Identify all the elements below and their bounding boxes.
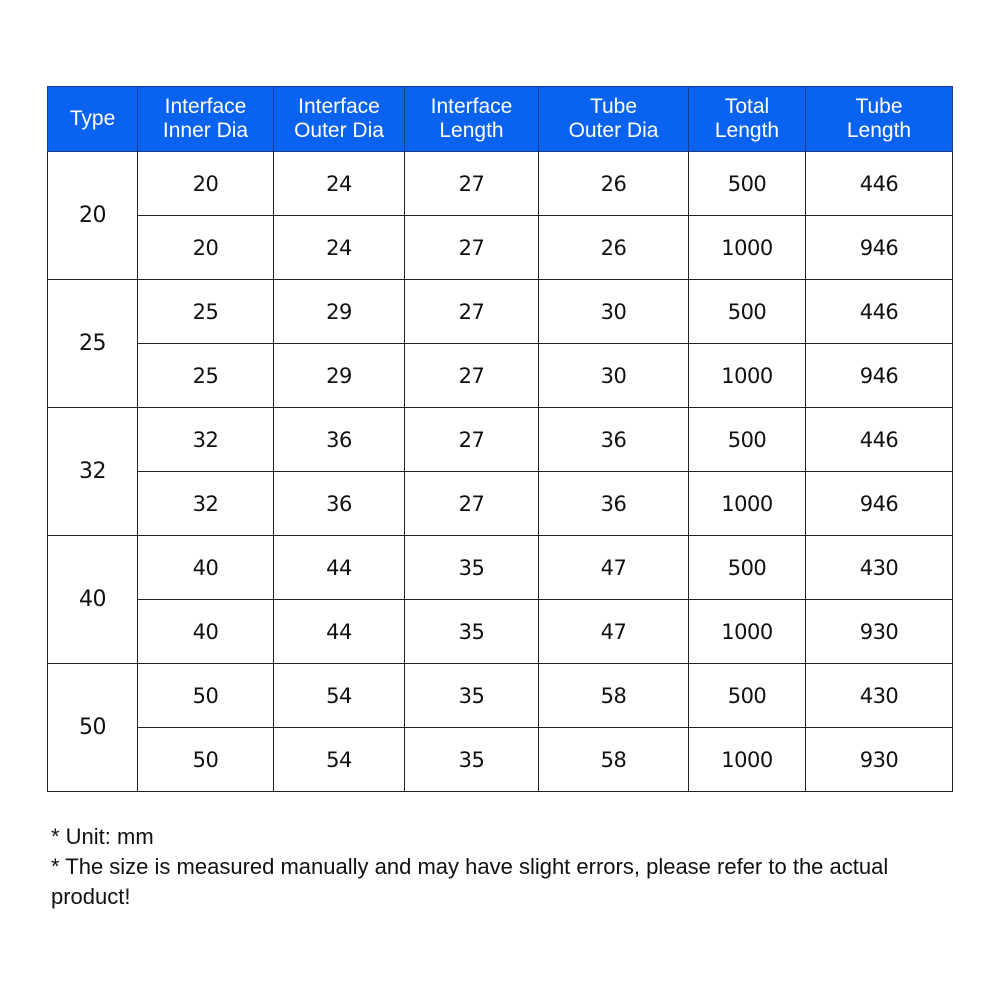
- value-cell: 500: [689, 664, 806, 728]
- header-total-length: Total Length: [689, 87, 806, 152]
- value-cell: 25: [138, 344, 274, 408]
- value-cell: 500: [689, 280, 806, 344]
- header-row: [48, 87, 953, 152]
- value-cell: 50: [138, 664, 274, 728]
- value-cell: 58: [539, 728, 689, 792]
- disclaimer-note: * The size is measured manually and may have slight errors, please refer to the actual product!: [51, 854, 889, 909]
- value-cell: 1000: [689, 600, 806, 664]
- table-row: [48, 664, 953, 728]
- type-cell: 32: [48, 408, 138, 536]
- header-interface-length: Interface Length: [405, 87, 539, 152]
- type-cell: 40: [48, 536, 138, 664]
- footnotes: [51, 822, 951, 912]
- value-cell: 930: [806, 600, 953, 664]
- value-cell: 47: [539, 600, 689, 664]
- value-cell: 27: [405, 472, 539, 536]
- value-cell: 35: [405, 600, 539, 664]
- value-cell: 946: [806, 216, 953, 280]
- header-interface-inner-dia: Interface Inner Dia: [138, 87, 274, 152]
- value-cell: 20: [138, 216, 274, 280]
- value-cell: 430: [806, 536, 953, 600]
- size-spec-table: [47, 86, 953, 792]
- value-cell: 25: [138, 280, 274, 344]
- header-tube-length: Tube Length: [806, 87, 953, 152]
- table-row: [48, 280, 953, 344]
- value-cell: 40: [138, 600, 274, 664]
- value-cell: 27: [405, 216, 539, 280]
- value-cell: 35: [405, 728, 539, 792]
- value-cell: 1000: [689, 472, 806, 536]
- header-interface-outer-dia: Interface Outer Dia: [274, 87, 405, 152]
- value-cell: 47: [539, 536, 689, 600]
- value-cell: 20: [138, 152, 274, 216]
- value-cell: 35: [405, 664, 539, 728]
- value-cell: 44: [274, 536, 405, 600]
- table-row: [48, 408, 953, 472]
- value-cell: 36: [274, 472, 405, 536]
- header-tube-outer-dia: Tube Outer Dia: [539, 87, 689, 152]
- value-cell: 27: [405, 344, 539, 408]
- value-cell: 446: [806, 152, 953, 216]
- value-cell: 58: [539, 664, 689, 728]
- value-cell: 27: [405, 152, 539, 216]
- value-cell: 32: [138, 472, 274, 536]
- value-cell: 54: [274, 728, 405, 792]
- value-cell: 446: [806, 280, 953, 344]
- value-cell: 446: [806, 408, 953, 472]
- value-cell: 500: [689, 408, 806, 472]
- value-cell: 26: [539, 216, 689, 280]
- value-cell: 40: [138, 536, 274, 600]
- table-body: [48, 152, 953, 792]
- value-cell: 946: [806, 344, 953, 408]
- table-row: [48, 600, 953, 664]
- value-cell: 24: [274, 152, 405, 216]
- table-row: [48, 344, 953, 408]
- value-cell: 32: [138, 408, 274, 472]
- value-cell: 50: [138, 728, 274, 792]
- table-row: [48, 728, 953, 792]
- value-cell: 27: [405, 280, 539, 344]
- value-cell: 1000: [689, 344, 806, 408]
- table-row: [48, 152, 953, 216]
- value-cell: 930: [806, 728, 953, 792]
- value-cell: 30: [539, 280, 689, 344]
- table-row: [48, 536, 953, 600]
- value-cell: 36: [539, 472, 689, 536]
- value-cell: 29: [274, 344, 405, 408]
- value-cell: 36: [539, 408, 689, 472]
- type-cell: 20: [48, 152, 138, 280]
- value-cell: 500: [689, 536, 806, 600]
- header-type: Type: [48, 87, 138, 152]
- unit-note: * Unit: mm: [51, 824, 154, 849]
- value-cell: 29: [274, 280, 405, 344]
- table-row: [48, 472, 953, 536]
- value-cell: 30: [539, 344, 689, 408]
- value-cell: 500: [689, 152, 806, 216]
- value-cell: 27: [405, 408, 539, 472]
- type-cell: 25: [48, 280, 138, 408]
- value-cell: 24: [274, 216, 405, 280]
- value-cell: 1000: [689, 728, 806, 792]
- value-cell: 35: [405, 536, 539, 600]
- type-cell: 50: [48, 664, 138, 792]
- value-cell: 946: [806, 472, 953, 536]
- value-cell: 26: [539, 152, 689, 216]
- value-cell: 1000: [689, 216, 806, 280]
- value-cell: 54: [274, 664, 405, 728]
- table-row: [48, 216, 953, 280]
- value-cell: 430: [806, 664, 953, 728]
- value-cell: 44: [274, 600, 405, 664]
- value-cell: 36: [274, 408, 405, 472]
